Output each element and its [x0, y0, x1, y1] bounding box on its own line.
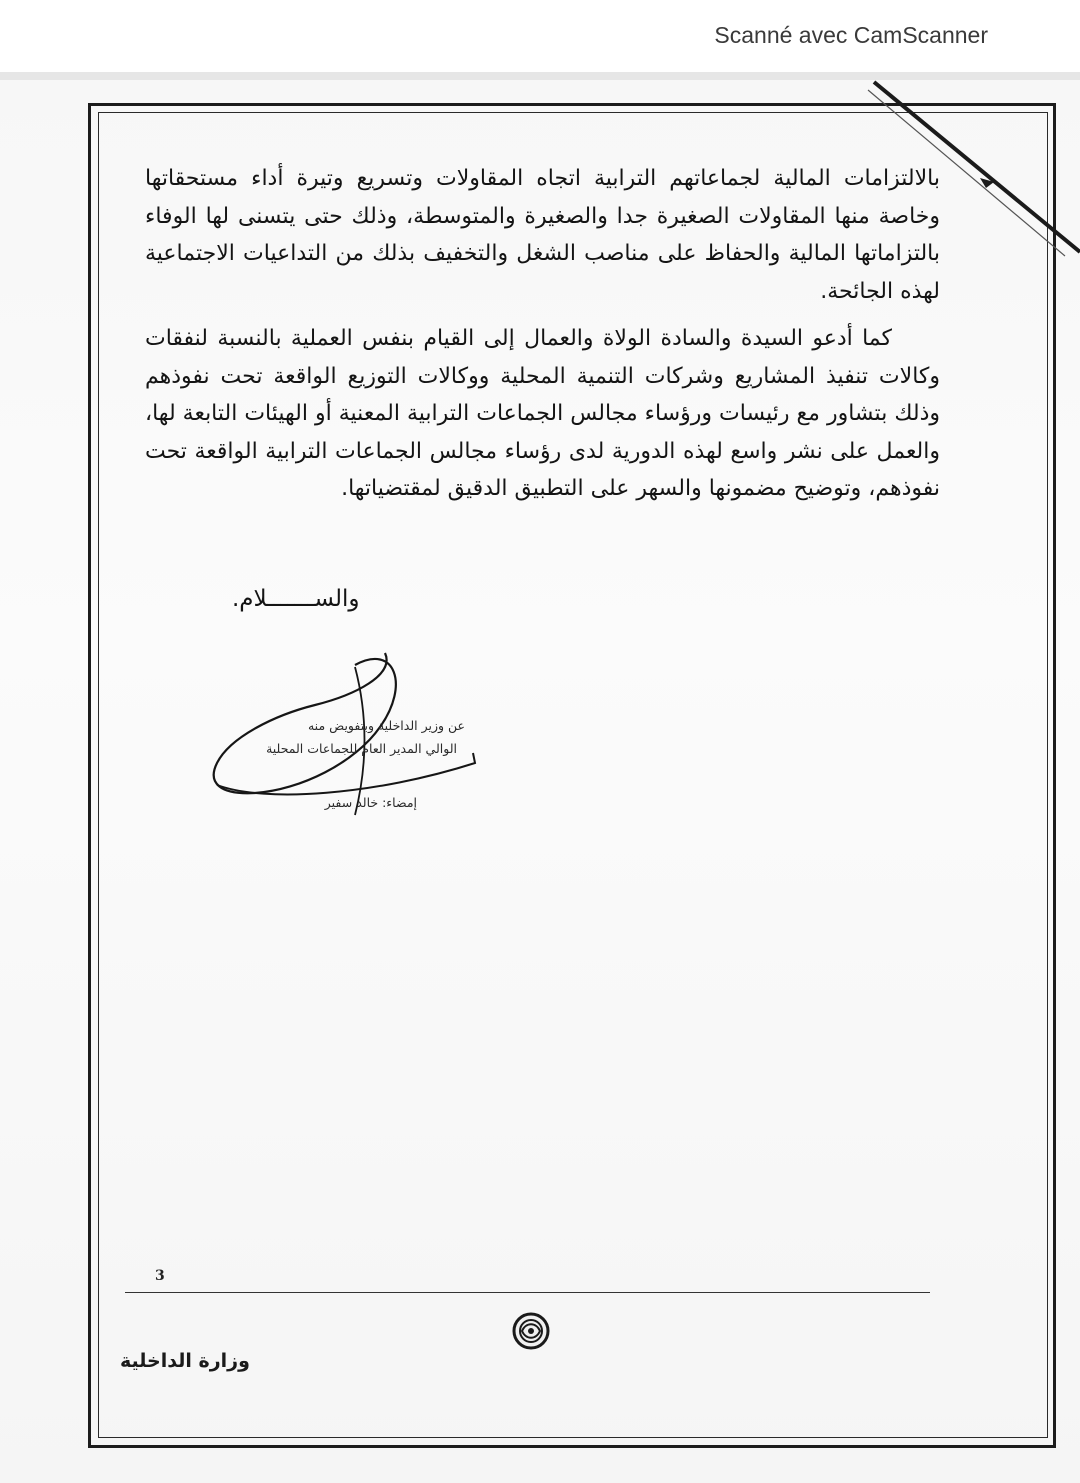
paragraph-2: كما أدعو السيدة والسادة الولاة والعمال إلى القيام بنفس العملية بالنسبة لنفقات وكالات تنفيذ المشاريع وشركات التنمية المحلية ووكالات التوزيع الواقعة تحت نفوذهم وذلك بتشاور مع رئيسات ورؤساء مجالس الجماعات الترابية المعنية أو الهيئات التابعة لها، والعمل على نشر واسع لهذه الدورية لدى رؤساء مجالس الجماعات الترابية الواقعة تحت نفوذهم، وتوضيح مضمونها والسهر على التطبيق الدقيق لمقتضياتها.: [145, 326, 940, 501]
closing-salutation: والســـــــلام.: [232, 586, 360, 612]
page-number: 3: [155, 1268, 165, 1284]
footer-divider: [125, 1292, 930, 1293]
ministry-emblem-icon: [510, 1310, 552, 1352]
signature-line-title: الوالي المدير العام للجماعات المحلية: [266, 741, 457, 756]
ministry-name: وزارة الداخلية: [120, 1350, 250, 1372]
signature-block: [205, 645, 505, 825]
signature-line-signer: إمضاء: خالد سفير: [324, 795, 417, 810]
letter-body: [145, 160, 940, 508]
camscanner-watermark: Scanné avec CamScanner: [714, 22, 988, 48]
app-header: [0, 0, 1080, 72]
signature-line-delegation: عن وزير الداخلية وبتفويض منه: [307, 718, 465, 733]
paragraph-1: بالالتزامات المالية لجماعاتهم الترابية اتجاه المقاولات وتسريع وتيرة أداء مستحقاتها وخاصة منها المقاولات الصغيرة جدا والصغيرة والمتوسطة، وذلك حتى يتسنى لها الوفاء بالتزاماتها المالية والحفاظ على مناصب الشغل والتخفيف بذلك من التداعيات الاجتماعية لهذه الجائحة.: [145, 166, 940, 304]
